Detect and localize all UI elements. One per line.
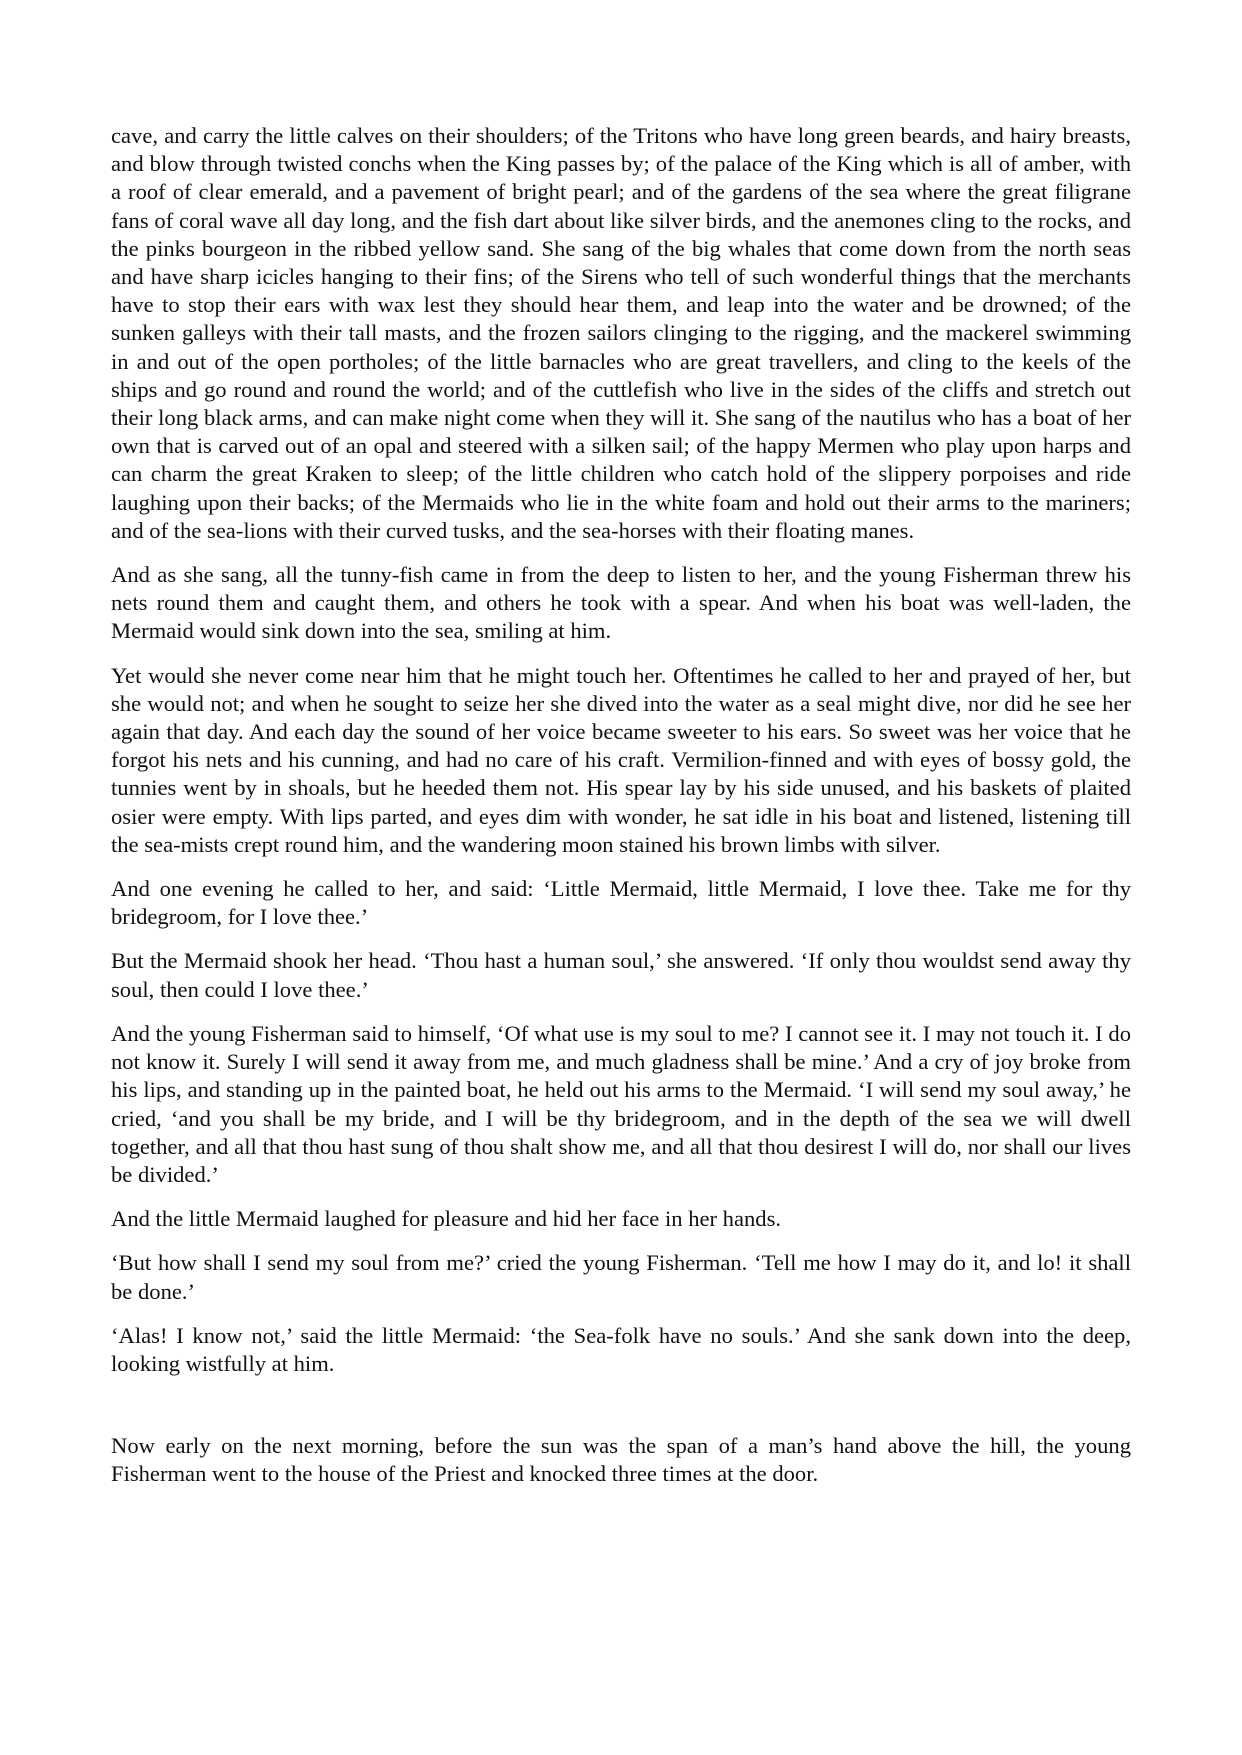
paragraph: And as she sang, all the tunny-fish came in from the deep to listen to her, and the young Fisherman threw his nets round them and caught them, and others he took with a spear. And when his boat was well-laden, the Mermaid would sink down into the sea, smiling at him. <box>111 562 1131 644</box>
paragraph: ‘But how shall I send my soul from me?’ cried the young Fisherman. ‘Tell me how I may do it, and lo! it shall be done.’ <box>111 1250 1131 1304</box>
paragraph: But the Mermaid shook her head. ‘Thou hast a human soul,’ she answered. ‘If only thou wouldst send away thy soul, then could I love thee.’ <box>111 948 1131 1002</box>
paragraph: Yet would she never come near him that he might touch her. Oftentimes he called to her and prayed of her, but she would not; and when he sought to seize her she dived into the water as a seal might dive, nor did he see her again that day. And each day the sound of her voice became sweeter to his ears. So sweet was her voice that he forgot his nets and his cunning, and had no care of his craft. Vermilion-finned and with eyes of bossy gold, the tunnies went by in shoals, but he heeded them not. His spear lay by his side unused, and his baskets of plaited osier were empty. With lips parted, and eyes dim with wonder, he sat idle in his boat and listened, listening till the sea-mists crept round him, and the wandering moon stained his brown limbs with silver. <box>111 662 1131 857</box>
paragraph: And the little Mermaid laughed for pleasure and hid her face in her hands. <box>111 1206 782 1232</box>
paragraph: cave, and carry the little calves on their shoulders; of the Tritons who have long green beards, and hairy breasts, and blow through twisted conchs when the King passes by; of the palace of the King which is all of amber, with a roof of clear emerald, and a pavement of bright pearl; and of the gardens of the sea where the great filigrane fans of coral wave all day long, and the fish dart about like silver birds, and the anemones cling to the rocks, and the pinks bourgeon in the ribbed yellow sand. She sang of the big whales that come down from the north seas and have sharp icicles hanging to their fins; of the Sirens who tell of such wonderful things that the merchants have to stop their ears with wax lest they should hear them, and leap into the water and be drowned; of the sunken galleys with their tall masts, and the frozen sailors clinging to the rigging, and the mackerel swimming in and out of the open portholes; of the little barnacles who are great travellers, and cling to the keels of the ships and go round and round the world; and of the cuttlefish who live in the sides of the cliffs and stretch out their long black arms, and can make night come when they will it. She sang of the nautilus who has a boat of her own that is carved out of an opal and steered with a silken sail; of the happy Mermen who play upon harps and can charm the great Kraken to sleep; of the little children who catch hold of the slippery porpoises and ride laughing upon their backs; of the Mermaids who lie in the white foam and hold out their arms to the mariners; and of the sea-lions with their curved tusks, and the sea-horses with their floating manes. <box>111 123 1131 543</box>
paragraph: Now early on the next morning, before the sun was the span of a man’s hand above the hill, the young Fisherman went to the house of the Priest and knocked three times at the door. <box>111 1433 1131 1487</box>
paragraph: ‘Alas! I know not,’ said the little Mermaid: ‘the Sea-folk have no souls.’ And she sank down into the deep, looking wistfully at him. <box>111 1322 1131 1376</box>
paragraph: And one evening he called to her, and said: ‘Little Mermaid, little Mermaid, I love thee. Take me for thy bridegroom, for I love thee.’ <box>111 876 1131 930</box>
document-page <box>111 122 1131 1505</box>
paragraph: And the young Fisherman said to himself, ‘Of what use is my soul to me? I cannot see it. I may not touch it. I do not know it. Surely I will send it away from me, and much gladness shall be mine.’ And a cry of joy broke from his lips, and standing up in the painted boat, he held out his arms to the Mermaid. ‘I will send my soul away,’ he cried, ‘and you shall be my bride, and I will be thy bridegroom, and in the depth of the sea we will dwell together, and all that thou hast sung of thou shalt show me, and all that thou desirest I will do, nor shall our lives be divided.’ <box>111 1020 1131 1187</box>
